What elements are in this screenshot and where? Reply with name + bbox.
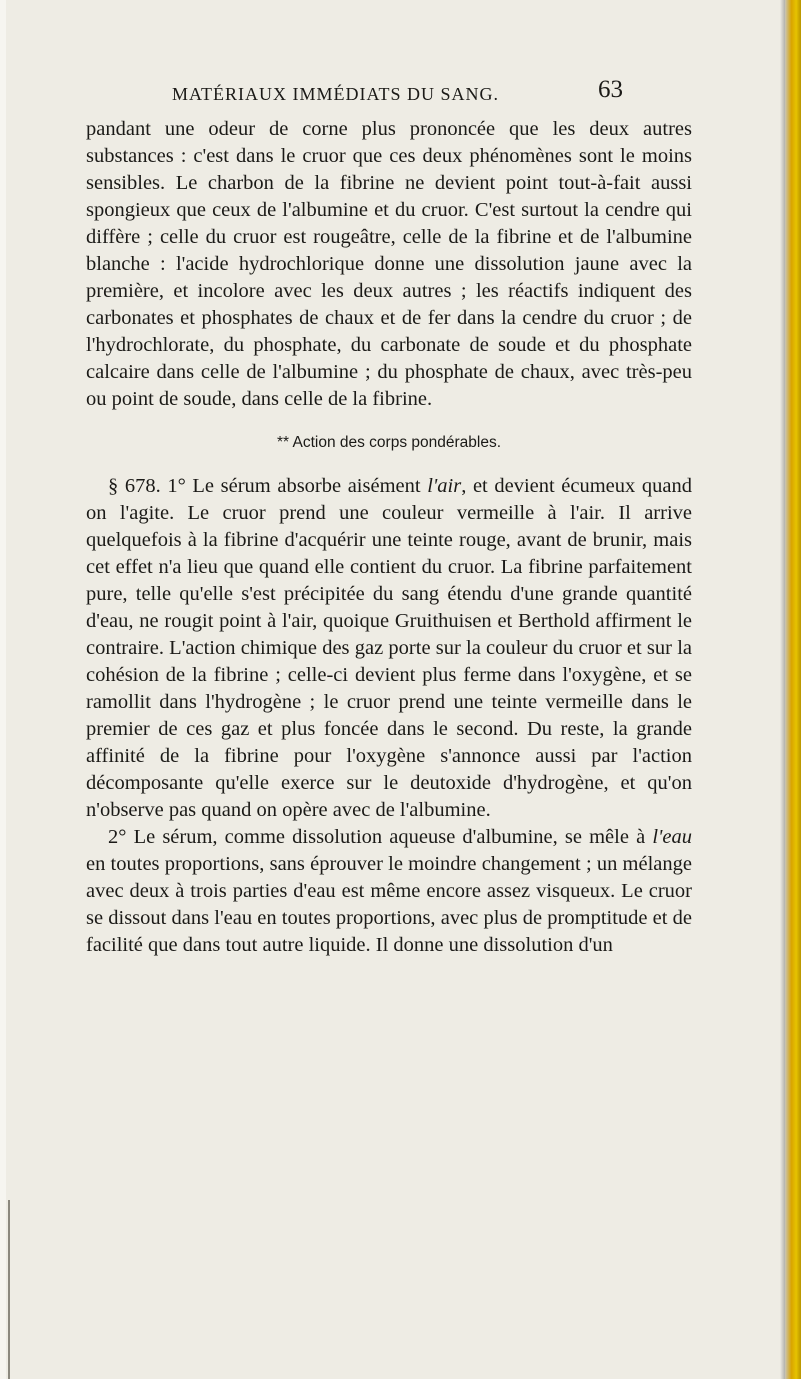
emphasis-eau: l'eau bbox=[652, 826, 692, 848]
page-number: 63 bbox=[598, 76, 623, 103]
page-left-margin bbox=[0, 0, 6, 1379]
body-text bbox=[86, 116, 692, 959]
paragraph-continuation: pandant une odeur de corne plus prononcée que les deux autres substances : c'est dans le cruor que ces deux phénomènes sont le moins sensibles. Le charbon de la fibrine ne devient point tout-à-fait aussi spongieux que ceux de l'albumine et du cruor. C'est surtout la cendre qui diffère ; celle du cruor est rougeâtre, celle de la fibrine et de l'albumine blanche : l'acide hydrochlorique donne une dissolution jaune avec la première, et incolore avec les deux autres ; les réactifs indiquent des carbonates et phosphates de chaux et de fer dans la cendre du cruor ; de l'hydrochlorate, du phosphate, du carbonate de soude et du phosphate calcaire dans celle de l'albumine ; du phosphate de chaux, avec très-peu ou point de soude, dans celle de la fibrine. bbox=[86, 118, 692, 410]
running-head: MATÉRIAUX IMMÉDIATS DU SANG. bbox=[172, 84, 500, 104]
paragraph-text: 2° Le sérum, comme dissolution aqueuse d'albumine, se mêle à bbox=[108, 826, 653, 848]
emphasis-air: l'air bbox=[427, 475, 462, 497]
paragraph-section-678 bbox=[86, 473, 692, 824]
page-edge-gilt bbox=[785, 0, 801, 1379]
binding-line bbox=[8, 1200, 10, 1379]
paragraph-text: en toutes proportions, sans éprouver le moindre changement ; un mélange avec deux à trois parties d'eau est même encore assez visqueux. Le cruor se dissout dans l'eau en toutes proportions, avec plus de promptitude et de facilité que dans tout autre liquide. Il donne une dissolution d'un bbox=[86, 853, 692, 956]
paragraph-text: , et devient écumeux quand on l'agite. Le cruor prend une couleur vermeille à l'air. Il arrive quelquefois à la fibrine d'acquérir une teinte rouge, avant de brunir, mais cet effet n'a lieu que quand elle contient du cruor. La fibrine parfaitement pure, telle qu'elle s'est précipitée du sang étendu d'une grande quantité d'eau, ne rougit point à l'air, quoique Gruithuisen et Berthold affirment le contraire. L'action chimique des gaz porte sur la couleur du cruor et sur la cohésion de la fibrine ; celle-ci devient plus ferme dans l'oxygène, et se ramollit dans l'hydrogène ; le cruor prend une teinte vermeille dans le premier de ces gaz et plus foncée dans le second. Du reste, la grande affinité de la fibrine pour l'oxygène s'annonce aussi par l'action décomposante qu'elle exerce sur le deutoxide d'hydrogène, et qu'on n'observe pas quand on opère avec de l'albumine. bbox=[86, 475, 692, 821]
section-heading: ** Action des corps pondérables. bbox=[276, 434, 502, 451]
paragraph-item-2 bbox=[86, 824, 692, 959]
paragraph-text: § 678. 1° Le sérum absorbe aisément bbox=[108, 475, 428, 497]
